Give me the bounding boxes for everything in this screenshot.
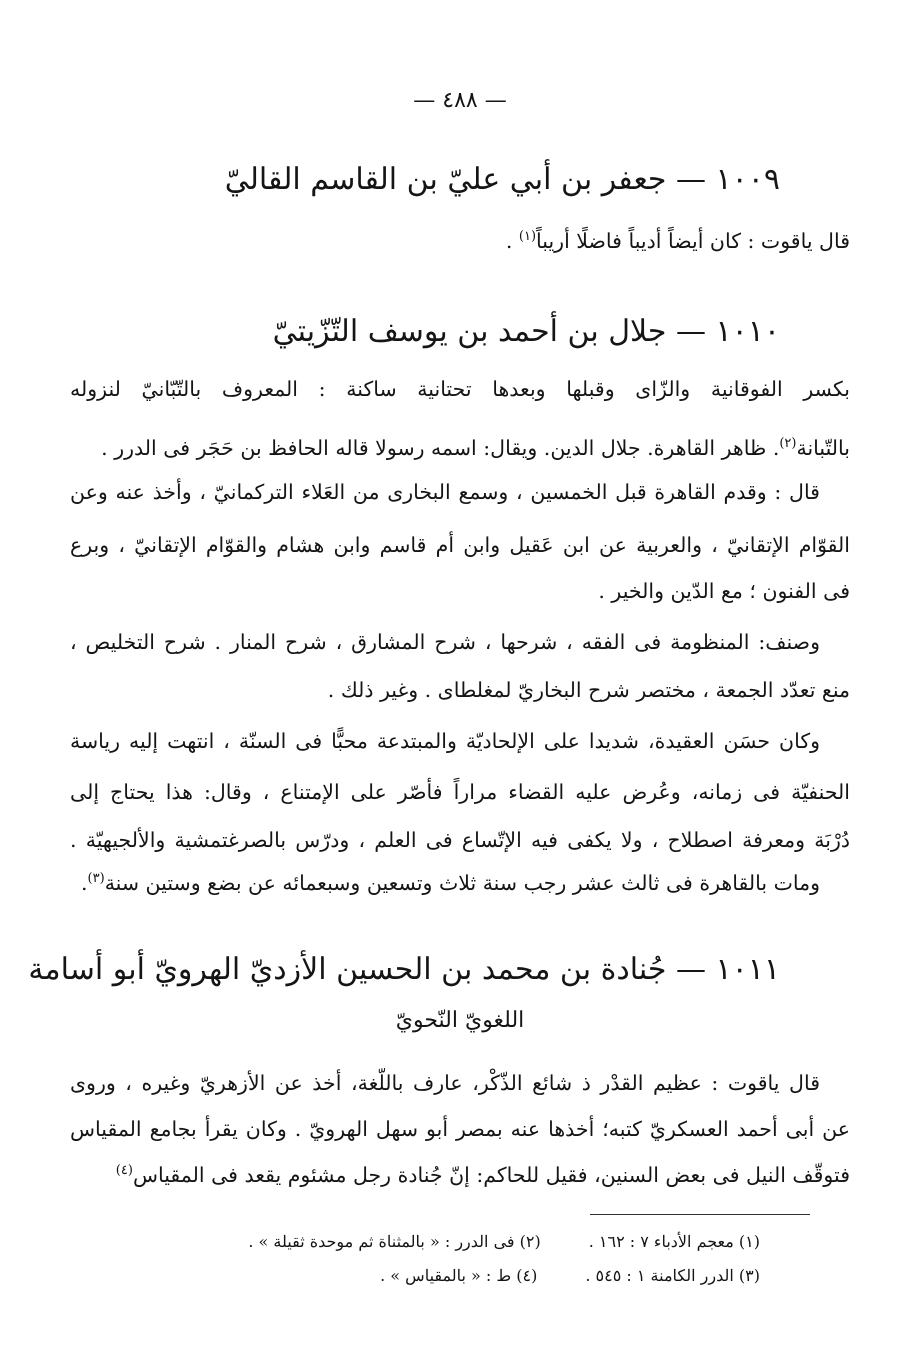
- entry-1009-line-1: [70, 226, 850, 256]
- footnote-2: (٢) فى الدرر : « بالمثناة ثم موحدة ثقيلة » .: [248, 1232, 541, 1251]
- line-tail: .: [81, 871, 88, 895]
- entry-1010-line-7: منع تعدّد الجمعة ، مختصر شرح البخاريّ لمغلطاى . وغير ذلك .: [327, 678, 850, 702]
- entry-1010-line-5: فى الفنون ؛ مع الدّين والخير .: [598, 579, 850, 603]
- entry-1010-line-3: قال : وقدم القاهرة قبل الخمسين ، وسمع البخارى من العَلاء التركمانيّ ، وأخذ عنه وعن: [70, 480, 820, 504]
- entry-1010-line-4: القوّام الإتقانيّ ، والعربية عن ابن عَقيل وابن أم قاسم وابن هشام والقوّام الإتقانيّ ، وبرع: [70, 533, 850, 557]
- line-tail: . ظاهر القاهرة. جلال الدين. ويقال: اسمه رسولا قاله الحافظ بن حَجَر فى الدرر .: [101, 436, 780, 460]
- page-number: — ٤٨٨ —: [413, 88, 507, 113]
- footnote-3: (٣) الدرر الكامنة ١ : ٥٤٥ .: [585, 1266, 760, 1285]
- line-text: ومات بالقاهرة فى ثالث عشر رجب سنة ثلاث وتسعين وسبعمائه عن بضع وستين سنة: [104, 871, 820, 895]
- footnote-ref-1: (١): [518, 229, 537, 245]
- line-tail: .: [505, 229, 519, 253]
- line-text: قال ياقوت : كان أيضاً أديباً فاضلًا أريباً: [536, 229, 850, 253]
- entry-1010-line-8: وكان حسَن العقيدة، شديدا على الإلحاديّة والمبتدعة محبًّا فى السنّة ، انتهت إليه رياسة: [70, 729, 820, 753]
- entry-1011-line-2: عن أبى أحمد العسكريّ كتبه؛ أخذها عنه بمصر أبو سهل الهرويّ . وكان يقرأ بجامع المقياس: [70, 1117, 850, 1141]
- entry-1011-subtitle: اللغويّ النّحويّ: [395, 1008, 525, 1033]
- entry-1011-line-3: [70, 1160, 850, 1190]
- entry-title-1011: ١٠١١ — جُنادة بن محمد بن الحسين الأزديّ الهرويّ أبو أسامة: [28, 952, 780, 987]
- entry-1010-line-6: وصنف: المنظومة فى الفقه ، شرحها ، شرح المشارق ، شرح المنار . شرح التخليص ،: [70, 630, 820, 654]
- line-text: بالتّبانة: [796, 436, 850, 460]
- footnote-line-2: [140, 1264, 760, 1288]
- footnote-4: (٤) ط : « بالمقياس » .: [380, 1266, 538, 1285]
- entry-1010-line-1: بكسر الفوقانية والزّاى وقبلها وبعدها تحتانية ساكنة : المعروف بالتّبّانيّ لنزوله: [70, 377, 850, 401]
- entry-1010-line-9: الحنفيّة فى زمانه، وعُرض عليه القضاء مراراً فأصّر على الإمتناع ، وقال: هذا يحتاج إلى: [70, 780, 850, 804]
- footnote-ref-2: (٢): [779, 436, 797, 452]
- footnote-divider: [590, 1214, 810, 1215]
- line-text: فتوقّف النيل فى بعض السنين، فقيل للحاكم: إنّ جُنادة رجل مشئوم يقعد فى المقياس: [132, 1163, 850, 1187]
- footnote-ref-4: (٤): [115, 1163, 133, 1179]
- entry-1011-line-1: قال ياقوت : عظيم القدْر ذ شائع الذّكْر، عارف باللّغة، أخذ عن الأزهريّ وغيره ، وروى: [70, 1071, 820, 1095]
- entry-title-1010: ١٠١٠ — جلال بن أحمد بن يوسف التّزّيتيّ: [272, 314, 780, 349]
- entry-1010-line-11: [70, 868, 850, 898]
- entry-1010-line-2: [70, 433, 850, 463]
- entry-1010-line-10: دُرْبَة ومعرفة اصطلاح ، ولا يكفى فيه الإتّساع فى العلم ، ودرّس بالصرغتمشية والألجيهيّة .: [70, 828, 850, 852]
- entry-title-1009: ١٠٠٩ — جعفر بن أبي عليّ بن القاسم القاليّ: [224, 162, 780, 197]
- footnote-ref-3: (٣): [87, 871, 105, 887]
- footnote-line-1: [140, 1230, 760, 1254]
- footnote-1: (١) معجم الأدباء ٧ : ١٦٢ .: [588, 1232, 760, 1251]
